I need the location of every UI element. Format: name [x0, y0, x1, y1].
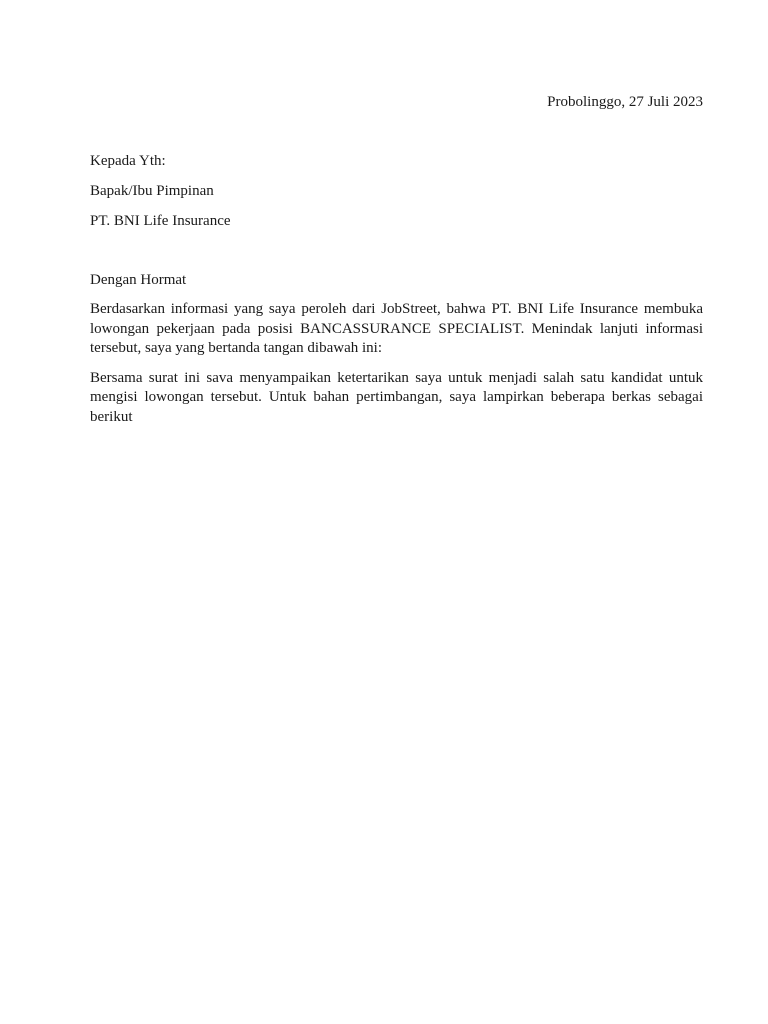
greeting: Dengan Hormat	[90, 272, 187, 288]
place-date: Probolinggo, 27 Juli 2023	[547, 94, 703, 110]
recipient-block	[90, 151, 703, 231]
body-paragraph-2: Bersama surat ini sava menyampaikan ketertarikan saya untuk menjadi salah satu kandidat untuk mengisi lowongan tersebut. Untuk bahan pertimbangan, saya lampirkan beberapa berkas sebagai berikut	[90, 369, 703, 425]
letter-page	[90, 92, 703, 437]
recipient-company: PT. BNI Life Insurance	[90, 213, 231, 229]
body-paragraph-1: Berdasarkan informasi yang saya peroleh dari JobStreet, bahwa PT. BNI Life Insurance membuka lowongan pekerjaan pada posisi BANCASSURANCE SPECIALIST. Menindak lanjuti informasi tersebut, saya yang bertanda tangan dibawah ini:	[90, 301, 703, 356]
recipient-name: Bapak/Ibu Pimpinan	[90, 183, 214, 199]
recipient-salutation: Kepada Yth:	[90, 153, 166, 169]
